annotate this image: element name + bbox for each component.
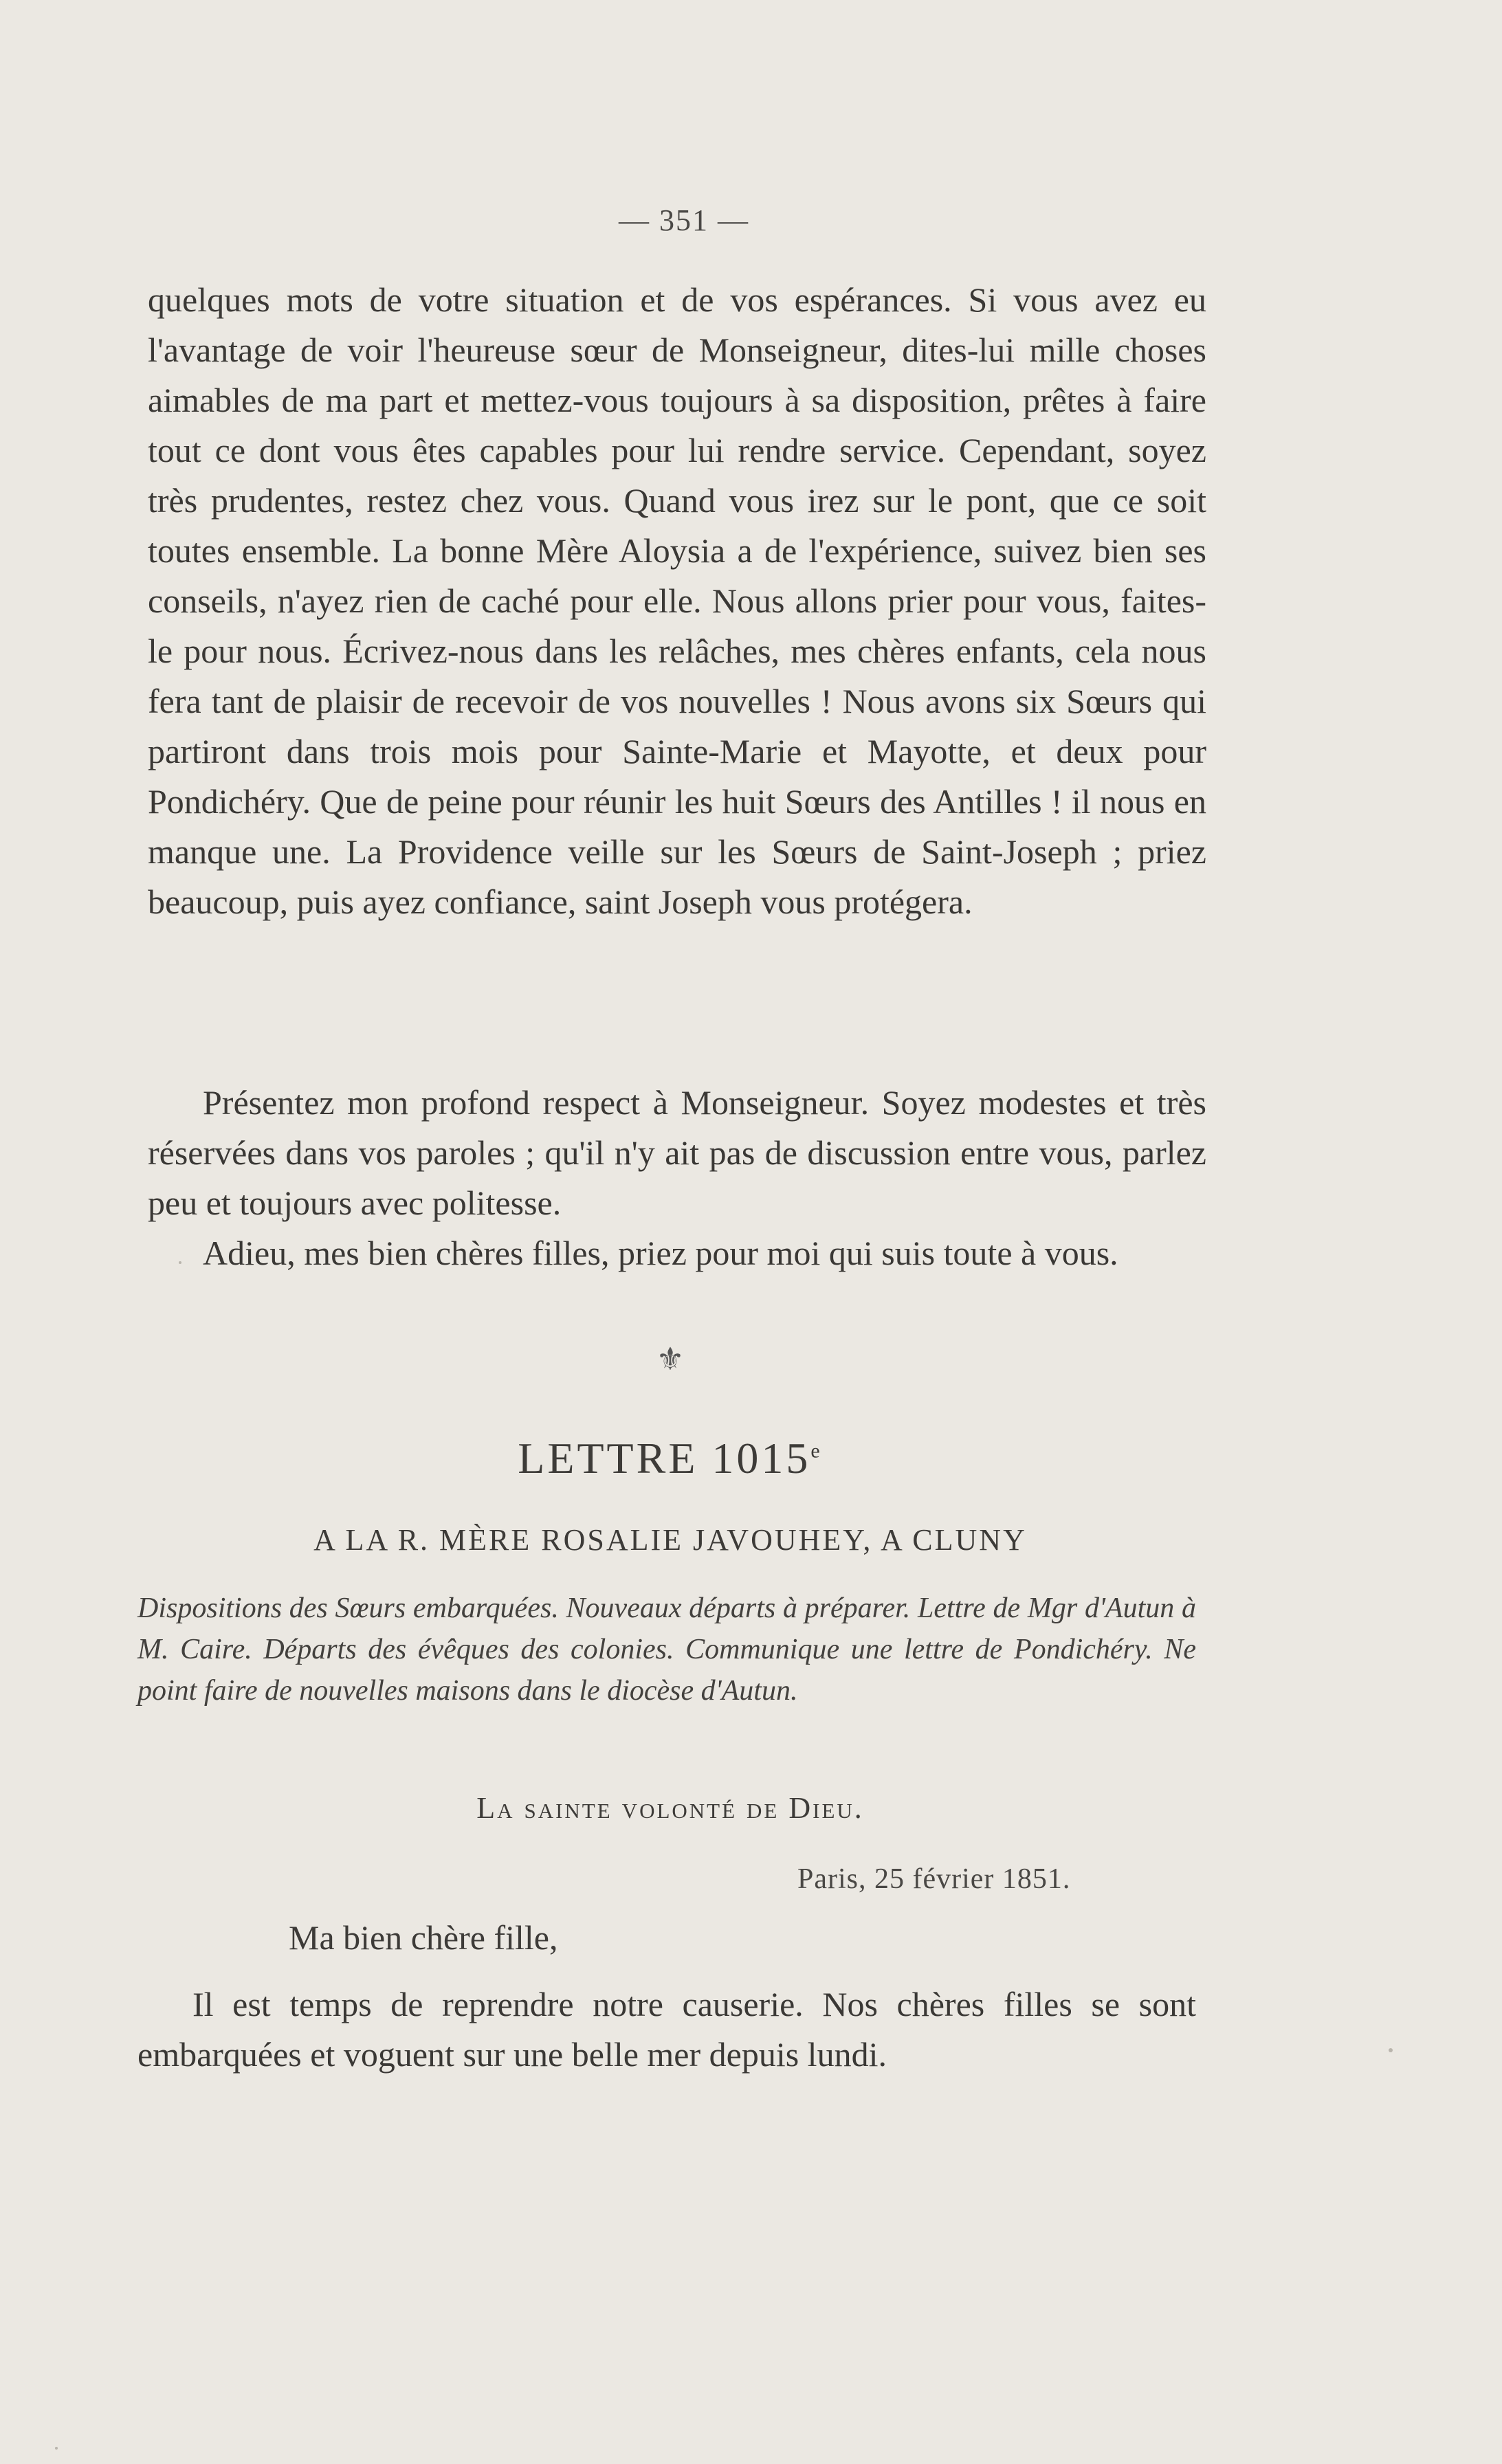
farewell-paragraph: Adieu, mes bien chères filles, priez pour moi qui suis toute à vous.	[203, 1234, 1118, 1272]
letter-continuation	[148, 275, 1206, 927]
letter-closing	[148, 1078, 1206, 1278]
letter-dateline: Paris, 25 février 1851.	[797, 1863, 1071, 1895]
letter-opening-paragraph: Il est temps de reprendre notre causerie. Nos chères filles se sont embarquées et voguent sur une belle mer depuis lundi.	[137, 1985, 1196, 2074]
letter-number: LETTRE 1015	[518, 1434, 811, 1483]
letter-summary: Dispositions des Sœurs embarquées. Nouveaux départs à préparer. Lettre de Mgr d'Autun à M. Caire. Départs des évêques des colonies. Communique une lettre de Pondichéry. Ne point faire de nouvelles maisons dans le diocèse d'Autun.	[137, 1592, 1196, 1707]
letter-invocation: La sainte volonté de Dieu.	[476, 1791, 864, 1825]
paper-speck	[179, 1261, 181, 1264]
letter-salutation: Ma bien chère fille,	[289, 1918, 558, 1957]
body-paragraph: Présentez mon profond respect à Monseigneur. Soyez modestes et très réservées dans vos paroles ; qu'il n'y ait pas de discussion entre vous, parlez peu et toujours avec politesse.	[148, 1083, 1206, 1222]
body-paragraph: quelques mots de votre situation et de vos espérances. Si vous avez eu l'avantage de voir l'heureuse sœur de Monseigneur, dites-lui mille choses aimables de ma part et mettez-vous toujours à sa disposition, prêtes à faire tout ce dont vous êtes capables pour lui rendre service. Cependant, soyez très prudentes, restez chez vous. Quand vous irez sur le pont, que ce soit toutes ensemble. La bonne Mère Aloysia a de l'expérience, suivez bien ses conseils, n'ayez rien de caché pour elle. Nous allons prier pour vous, faites-le pour nous. Écrivez-nous dans les relâches, mes chères enfants, cela nous fera tant de plaisir de recevoir de vos nouvelles ! Nous avons six Sœurs qui partiront dans trois mois pour Sainte-Marie et Mayotte, et deux pour Pondichéry. Que de peine pour réunir les huit Sœurs des Antilles ! il nous en manque une. La Providence veille sur les Sœurs de Saint-Joseph ; priez beaucoup, puis ayez confiance, saint Joseph vous protégera.	[148, 280, 1206, 921]
letter-addressee: A LA R. MÈRE ROSALIE JAVOUHEY, A CLUNY	[313, 1523, 1027, 1557]
paper-speck	[55, 2447, 58, 2450]
page-number: — 351 —	[619, 203, 749, 237]
fleuron-ornament-icon: ⚜	[656, 1342, 685, 1377]
letter-heading	[0, 1433, 1340, 1484]
paper-speck	[1389, 2048, 1393, 2052]
letter-number-suffix: e	[810, 1439, 823, 1463]
